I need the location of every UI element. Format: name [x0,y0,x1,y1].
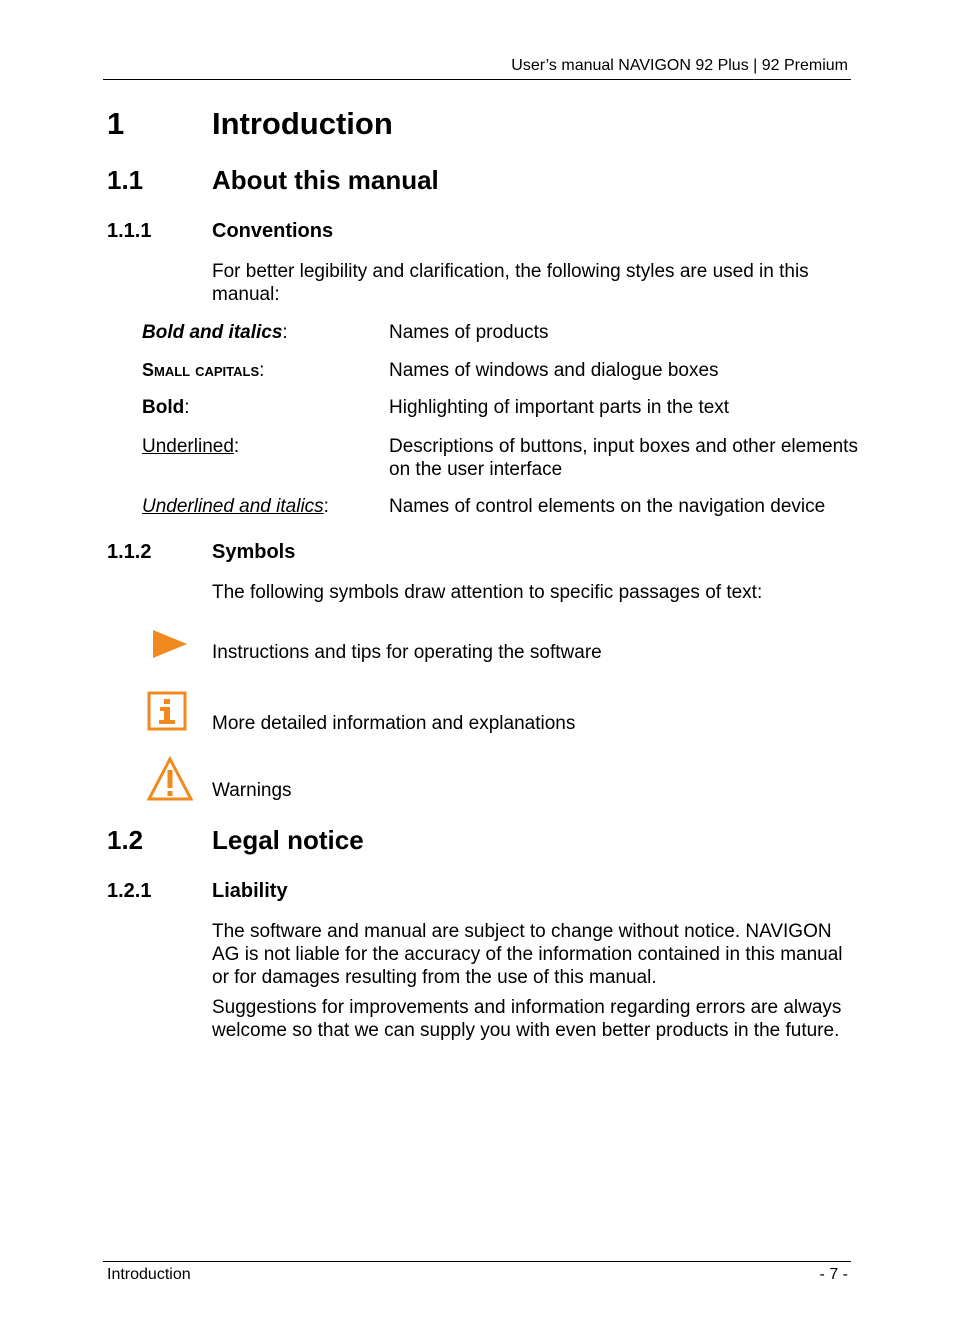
subsection-number: 1.1.2 [107,541,152,563]
term-small-caps: Small capitals [142,360,260,380]
convention-desc: Highlighting of important parts in the text [389,397,730,418]
term-underlined: Underlined [142,436,234,457]
subsection-number: 1.1.1 [107,220,152,242]
section-number: 1.2 [107,825,144,855]
convention-desc: Names of control elements on the navigation device [389,496,826,517]
convention-term [142,495,329,518]
term-bold-italics: Bold and italics [142,322,283,343]
footer-rule [103,1261,851,1262]
warning-icon [147,756,193,802]
section-title: Legal notice [212,825,364,855]
conventions-intro: For better legibility and clarification, the following styles are used in this manual: [212,261,809,305]
term-colon: : [323,496,329,517]
convention-term [142,321,288,344]
convention-term [142,359,264,382]
term-colon: : [184,397,190,418]
subsection-title: Conventions [212,220,334,242]
symbol-desc: More detailed information and explanations [212,713,576,734]
convention-desc: Names of products [389,322,549,343]
term-underlined-italics: Underlined and italics [142,496,324,517]
liability-paragraph: The software and manual are subject to change without notice. NAVIGON AG is not liable for the accuracy of the information contained in this manual or for damages resulting from the use of this manual. [212,921,843,988]
header-rule [103,79,851,80]
convention-term [142,396,190,419]
term-colon: : [282,322,288,343]
page-number: - 7 - [819,1266,848,1283]
section-number: 1.1 [107,165,144,195]
section-title: About this manual [212,165,439,195]
convention-desc: Names of windows and dialogue boxes [389,360,719,381]
subsection-number: 1.2.1 [107,880,152,902]
symbol-desc: Instructions and tips for operating the software [212,642,602,663]
footer-section: Introduction [107,1266,191,1283]
term-bold: Bold [142,397,185,418]
convention-term [142,435,239,458]
subsection-title: Liability [212,880,288,902]
term-colon: : [259,360,265,381]
liability-paragraph: Suggestions for improvements and information regarding errors are always welcome so that we can supply you with even better products in the future. [212,997,842,1041]
subsection-title: Symbols [212,541,296,563]
chapter-number: 1 [107,106,125,141]
running-header: User’s manual NAVIGON 92 Plus | 92 Premium [511,57,848,74]
symbol-desc: Warnings [212,780,292,801]
arrow-icon [152,629,188,659]
convention-desc: Descriptions of buttons, input boxes and other elements on the user interface [389,436,858,480]
symbols-intro: The following symbols draw attention to specific passages of text: [212,582,763,603]
term-colon: : [233,436,240,457]
info-icon [147,691,187,731]
chapter-title: Introduction [212,106,393,141]
